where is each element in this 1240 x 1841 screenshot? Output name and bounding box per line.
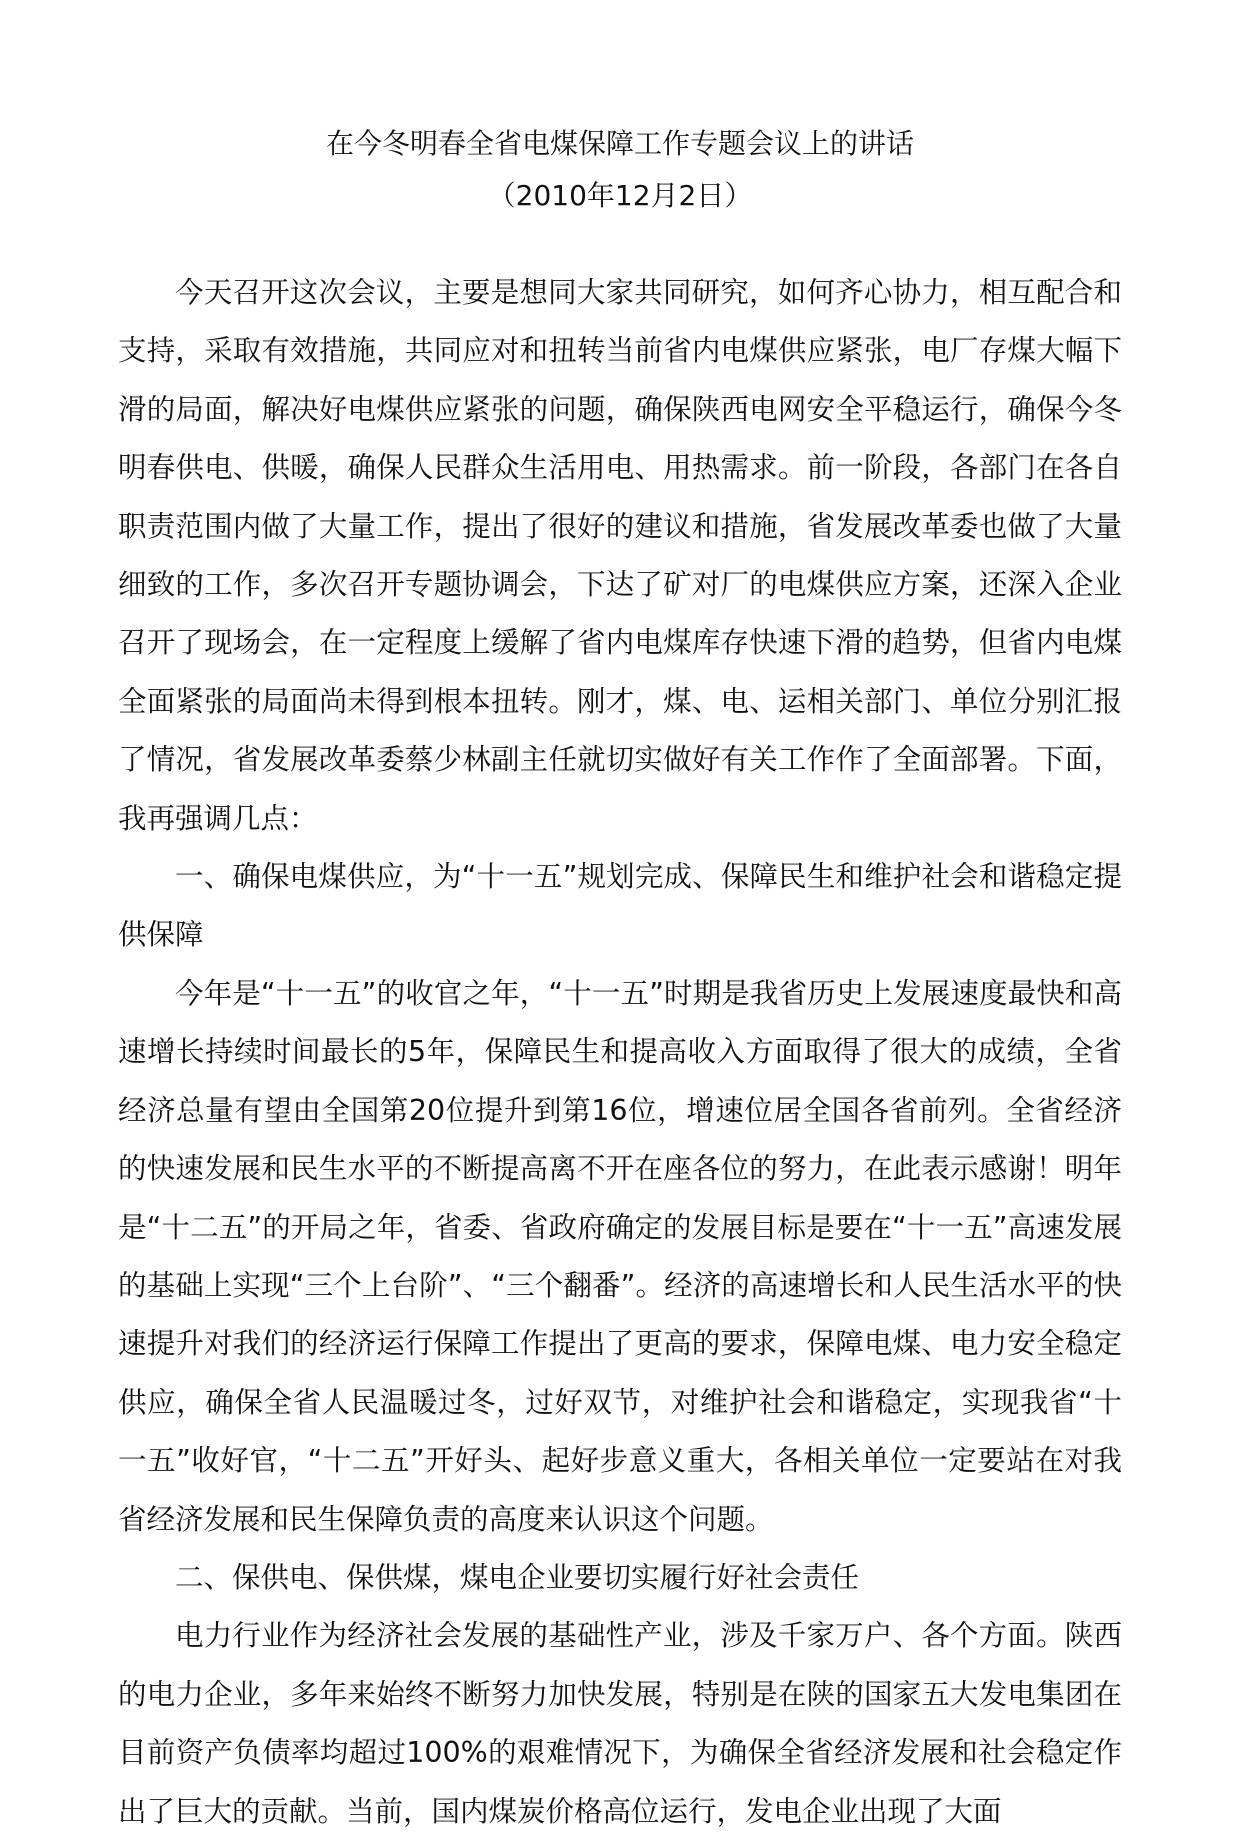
document-body (118, 264, 1122, 1841)
section-heading-2: 二、保供电、保供煤，煤电企业要切实履行好社会责任 (175, 1560, 860, 1594)
paragraph-intro: 今天召开这次会议，主要是想同大家共同研究，如何齐心协力，相互配合和支持，采取有效措施，共同应对和扭转当前省内电煤供应紧张，电厂存煤大幅下滑的局面，解决好电煤供应紧张的问题，确保陕西电网安全平稳运行，确保今冬明春供电、供暖，确保人民群众生活用电、用热需求。前一阶段，各部门在各自职责范围内做了大量工作，提出了很好的建议和措施，省发展改革委也做了大量细致的工作，多次召开专题协调会，下达了矿对厂的电煤供应方案，还深入企业召开了现场会，在一定程度上缓解了省内电煤库存快速下滑的趋势，但省内电煤全面紧张的局面尚未得到根本扭转。刚才，煤、电、运相关部门、单位分别汇报了情况，省发展改革委蔡少林副主任就切实做好有关工作作了全面部署。下面，我再强调几点： (118, 276, 1122, 835)
section-heading-1: 一、确保电煤供应，为“十一五”规划完成、保障民生和维护社会和谐稳定提供保障 (118, 860, 1122, 952)
title-block (0, 118, 1240, 222)
document-date: （2010年12月2日） (487, 179, 753, 212)
document-title: 在今冬明春全省电煤保障工作专题会议上的讲话 (325, 127, 914, 160)
paragraph-section-1: 今年是“十一五”的收官之年，“十一五”时期是我省历史上发展速度最快和高速增长持续时间最长的5年，保障民生和提高收入方面取得了很大的成绩，全省经济总量有望由全国第20位提升到第16位，增速位居全国各省前列。全省经济的快速发展和民生水平的不断提高离不开在座各位的努力，在此表示感谢！明年是“十二五”的开局之年，省委、省政府确定的发展目标是要在“十一五”高速发展的基础上实现“三个上台阶”、“三个翻番”。经济的高速增长和人民生活水平的快速提升对我们的经济运行保障工作提出了更高的要求，保障电煤、电力安全稳定供应，确保全省人民温暖过冬，过好双节，对维护社会和谐稳定，实现我省“十一五”收好官，“十二五”开好头、起好步意义重大，各相关单位一定要站在对我省经济发展和民生保障负责的高度来认识这个问题。 (118, 976, 1122, 1536)
paragraph-section-2: 电力行业作为经济社会发展的基础性产业，涉及千家万户、各个方面。陕西的电力企业，多年来始终不断努力加快发展，特别是在陕的国家五大发电集团在目前资产负债率均超过100%的艰难情况下，为确保全省经济发展和社会稳定作出了巨大的贡献。当前，国内煤炭价格高位运行，发电企业出现了大面 (118, 1619, 1122, 1828)
